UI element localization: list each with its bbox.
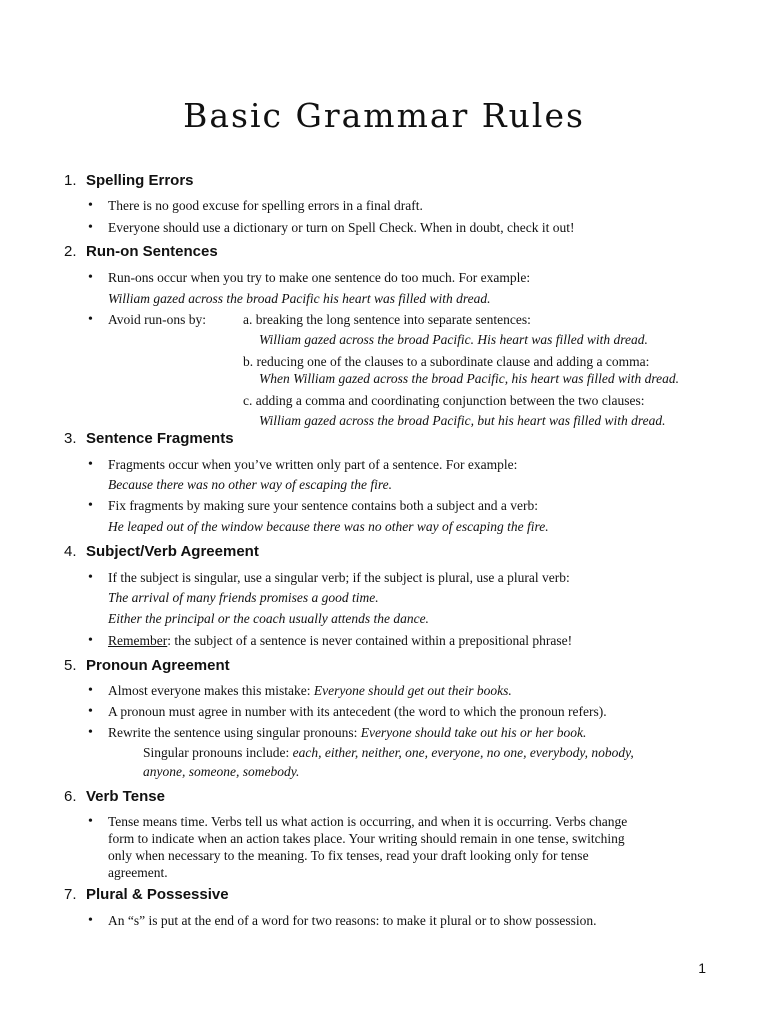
sub-item (143, 744, 634, 761)
section-title: Sentence Fragments (86, 430, 234, 447)
section-number: 5. (64, 657, 77, 674)
bullet: • (88, 270, 93, 285)
sub-item: b. reducing one of the clauses to a subordinate clause and adding a comma: (243, 354, 650, 369)
bullet: • (88, 913, 93, 928)
section-title: Pronoun Agreement (86, 657, 230, 674)
section-heading-pronoun-agreement (64, 657, 230, 675)
remember-text: : the subject of a sentence is never contained within a prepositional phrase! (167, 633, 573, 648)
example-sentence: Everyone should take out his or her book. (360, 725, 587, 740)
paragraph-line: only when necessary to the meaning. To fix tenses, read your draft looking only for tense (108, 848, 589, 863)
pronoun-list: anyone, someone, somebody. (143, 764, 300, 779)
bullet: • (88, 704, 93, 719)
section-title: Spelling Errors (86, 172, 194, 189)
sub-item: c. adding a comma and coordinating conjunction between the two clauses: (243, 393, 645, 408)
list-item-text: Almost everyone makes this mistake: (108, 683, 314, 698)
section-number: 7. (64, 886, 77, 903)
list-item: Everyone should use a dictionary or turn on Spell Check. When in doubt, check it out! (108, 220, 575, 235)
section-heading-plural-possessive (64, 886, 229, 904)
bullet: • (88, 312, 93, 327)
section-title: Plural & Possessive (86, 886, 229, 903)
example-sentence: William gazed across the broad Pacific. His heart was filled with dread. (259, 332, 648, 347)
section-number: 1. (64, 172, 77, 189)
sub-item-text: Singular pronouns include: (143, 745, 293, 760)
list-item: Run-ons occur when you try to make one sentence do too much. For example: (108, 270, 531, 285)
example-sentence: He leaped out of the window because there was no other way of escaping the fire. (108, 519, 549, 534)
section-number: 4. (64, 543, 77, 560)
bullet: • (88, 220, 93, 235)
bullet: • (88, 683, 93, 698)
section-number: 3. (64, 430, 77, 447)
example-sentence: William gazed across the broad Pacific, but his heart was filled with dread. (259, 413, 666, 428)
list-item (108, 682, 512, 699)
list-item: Fragments occur when you’ve written only part of a sentence. For example: (108, 457, 518, 472)
paragraph-line: agreement. (108, 865, 168, 880)
section-title: Verb Tense (86, 788, 165, 805)
bullet: • (88, 498, 93, 513)
bullet: • (88, 457, 93, 472)
paragraph-line: Tense means time. Verbs tell us what action is occurring, and when it is occurring. Verbs change (108, 814, 628, 829)
list-item: Fix fragments by making sure your sentence contains both a subject and a verb: (108, 498, 539, 513)
section-heading-run-on-sentences (64, 243, 218, 261)
section-title: Subject/Verb Agreement (86, 543, 259, 560)
example-sentence: The arrival of many friends promises a good time. (108, 590, 379, 605)
example-sentence: Everyone should get out their books. (313, 683, 512, 698)
list-item: A pronoun must agree in number with its antecedent (the word to which the pronoun refers). (108, 704, 607, 719)
section-number: 2. (64, 243, 77, 260)
section-number: 6. (64, 788, 77, 805)
section-heading-sentence-fragments (64, 430, 234, 448)
page-title: Basic Grammar Rules (183, 96, 585, 135)
bullet: • (88, 198, 93, 213)
list-item (108, 724, 586, 741)
sub-item: a. breaking the long sentence into separate sentences: (243, 312, 531, 327)
page-number: 1 (698, 960, 706, 976)
bullet: • (88, 570, 93, 585)
bullet: • (88, 633, 93, 648)
list-item: An “s” is put at the end of a word for two reasons: to make it plural or to show possession. (108, 913, 597, 928)
pronoun-list: each, either, neither, one, everyone, no one, everybody, nobody, (292, 745, 634, 760)
section-title: Run-on Sentences (86, 243, 218, 260)
example-sentence: William gazed across the broad Pacific his heart was filled with dread. (108, 291, 491, 306)
list-item: Avoid run-ons by: (108, 312, 206, 327)
bullet: • (88, 725, 93, 740)
example-sentence: When William gazed across the broad Pacific, his heart was filled with dread. (259, 371, 679, 386)
section-heading-spelling-errors (64, 172, 194, 190)
list-item: If the subject is singular, use a singular verb; if the subject is plural, use a plural verb: (108, 570, 570, 585)
remember-label: Remember (108, 633, 168, 648)
paragraph-line: form to indicate when an action takes place. Your writing should remain in one tense, switching (108, 831, 625, 846)
example-sentence: Because there was no other way of escaping the fire. (108, 477, 392, 492)
list-item-text: Rewrite the sentence using singular pronouns: (108, 725, 361, 740)
list-item (108, 632, 572, 649)
section-heading-subject-verb-agreement (64, 543, 259, 561)
section-heading-verb-tense (64, 788, 165, 806)
list-item: There is no good excuse for spelling errors in a final draft. (108, 198, 423, 213)
example-sentence: Either the principal or the coach usually attends the dance. (108, 611, 429, 626)
bullet: • (88, 814, 93, 829)
